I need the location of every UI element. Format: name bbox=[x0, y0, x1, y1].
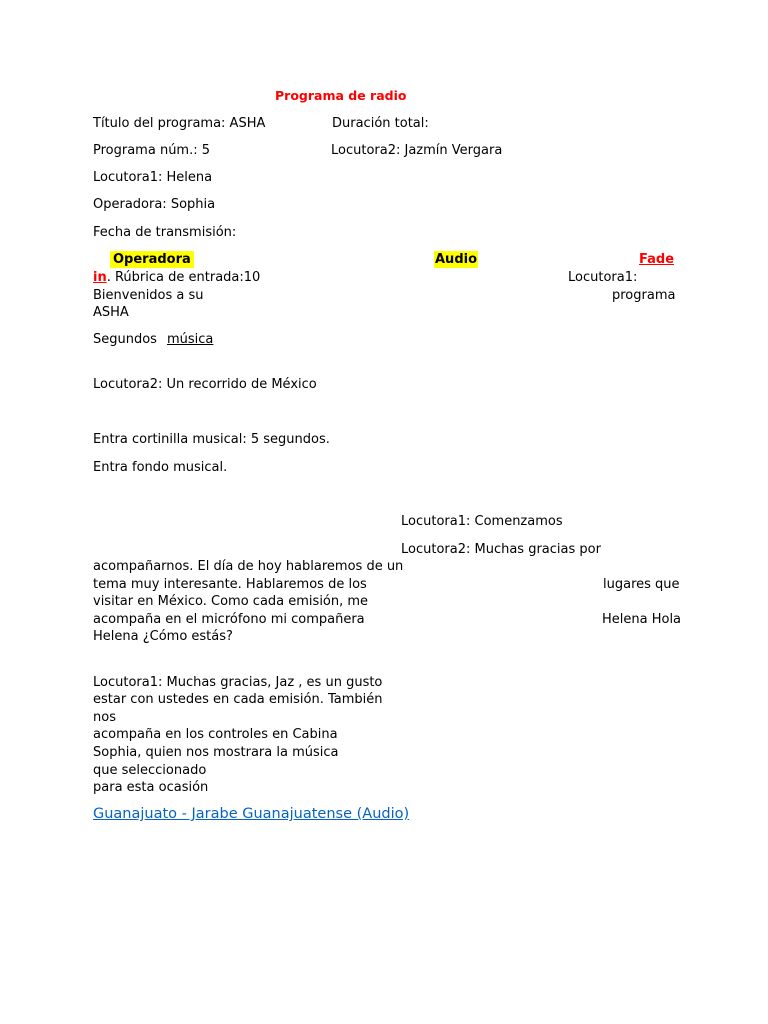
program-number-line: Programa núm.: 5 bbox=[93, 143, 211, 158]
paragraph1-line4-right: Helena Hola bbox=[602, 612, 682, 627]
operator-line: Operadora: Sophia bbox=[93, 197, 216, 212]
paragraph1-line5: Helena ¿Cómo estás? bbox=[93, 629, 233, 644]
paragraph2-line7: para esta ocasión bbox=[93, 780, 209, 795]
program-title-line: Título del programa: ASHA bbox=[93, 116, 266, 131]
announcer1-line: Locutora1: Helena bbox=[93, 170, 213, 185]
paragraph2-line2: estar con ustedes en cada emisión. También bbox=[93, 692, 383, 707]
rubric-text: . Rúbrica de entrada:10 bbox=[106, 270, 261, 285]
paragraph1-line4: acompaña en el micrófono mi compañera bbox=[93, 612, 365, 627]
background-music-line: Entra fondo musical. bbox=[93, 460, 228, 475]
paragraph2-line5: Sophia, quien nos mostrara la música bbox=[93, 745, 339, 760]
broadcast-date-line: Fecha de transmisión: bbox=[93, 225, 237, 240]
announcer1-label: Locutora1: bbox=[568, 270, 638, 285]
asha-line: ASHA bbox=[93, 305, 129, 320]
paragraph2-line3: nos bbox=[93, 710, 116, 725]
document-title: Programa de radio bbox=[275, 88, 407, 103]
jingle-line: Entra cortinilla musical: 5 segundos. bbox=[93, 432, 330, 447]
paragraph2-line1: Locutora1: Muchas gracias, Jaz , es un gusto bbox=[93, 675, 383, 690]
paragraph1-line2-right: lugares que bbox=[603, 577, 680, 592]
thanks-line: Locutora2: Muchas gracias por bbox=[401, 542, 601, 557]
paragraph1-line3: visitar en México. Como cada emisión, me bbox=[93, 594, 369, 609]
music-text: música bbox=[166, 332, 214, 347]
column-header-audio: Audio bbox=[435, 252, 478, 267]
rubric-line bbox=[93, 269, 260, 286]
paragraph1-line1: acompañarnos. El día de hoy hablaremos de un bbox=[93, 559, 404, 574]
seconds-music-line bbox=[93, 331, 213, 348]
paragraph1-line2: tema muy interesante. Hablaremos de los bbox=[93, 577, 367, 592]
column-header-operator: Operadora bbox=[110, 251, 194, 268]
tour-line: Locutora2: Un recorrido de México bbox=[93, 377, 317, 392]
welcome-line: Bienvenidos a su bbox=[93, 288, 204, 303]
fade-label: Fade bbox=[639, 252, 675, 267]
announcer2-line: Locutora2: Jazmín Vergara bbox=[331, 143, 503, 158]
paragraph2-line6: que seleccionado bbox=[93, 763, 207, 778]
we-begin-line: Locutora1: Comenzamos bbox=[401, 514, 563, 529]
total-duration-line: Duración total: bbox=[332, 116, 429, 131]
audio-link[interactable]: Guanajuato - Jarabe Guanajuatense (Audio) bbox=[93, 806, 410, 822]
paragraph2-line4: acompaña en los controles en Cabina bbox=[93, 727, 338, 742]
fade-in-label: in bbox=[93, 270, 107, 285]
seconds-text: Segundos bbox=[93, 332, 157, 347]
program-word: programa bbox=[612, 288, 676, 303]
